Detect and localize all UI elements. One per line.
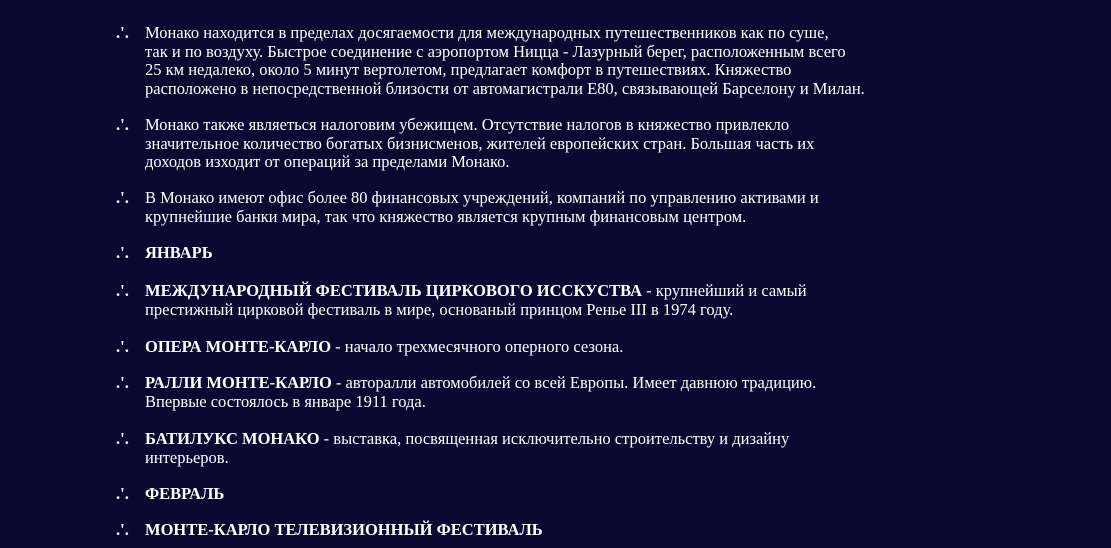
text-line: интерьеров. — [145, 447, 229, 467]
bullet: .'. — [116, 281, 129, 300]
bullet: .'. — [116, 23, 129, 42]
text-line: крупнейшие банки мира, так что княжество является крупным финансовым центром. — [145, 206, 747, 226]
list-item-text — [145, 24, 1005, 98]
event-title: МОНТЕ-КАРЛО ТЕЛЕВИЗИОННЫЙ ФЕСТИВАЛЬ — [145, 520, 543, 539]
list-item-text — [145, 521, 1005, 540]
event-title: РАЛЛИ МОНТЕ-КАРЛО — [145, 373, 332, 392]
list-item-text — [145, 282, 1005, 319]
list-item-text — [145, 485, 1005, 504]
bullet: .'. — [116, 484, 129, 503]
list-item-text — [145, 338, 1005, 357]
text-line: Впервые состоялось в январе 1911 года. — [145, 391, 426, 411]
event-description: - авторалли автомобилей со всей Европы. Имеет давнюю традицию. — [331, 373, 817, 392]
text-line: 25 км недалеко, около 5 минут вертолетом, предлагает комфорт в путешествиях. Княжество — [145, 60, 792, 79]
text-line: расположено в непосредственной близости от автомагистрали E80, связывающей Барселону и Милан. — [145, 78, 865, 98]
event-description: - начало трехмесячного оперного сезона. — [331, 337, 624, 356]
event-title: МЕЖДУНАРОДНЫЙ ФЕСТИВАЛЬ ЦИРКОВОГО ИССКУСТВА — [145, 281, 643, 300]
event-title: БАТИЛУКС МОНАКО — [145, 429, 320, 448]
month-heading: ФЕВРАЛЬ — [145, 484, 225, 503]
event-description: - крупнейший и самый — [642, 281, 807, 300]
bullet: .'. — [116, 115, 129, 134]
bullet: .'. — [116, 243, 129, 262]
text-line: престижный цирковой фестиваль в мире, основаный принцом Ренье III в 1974 году. — [145, 299, 734, 319]
bullet: .'. — [116, 520, 129, 539]
list-item-text — [145, 189, 1005, 226]
bullet: .'. — [116, 337, 129, 356]
text-line: так и по воздуху. Быстрое соединение с аэропортом Ницца - Лазурный берег, расположенным всего — [145, 41, 846, 61]
text-line: значительное количество богатых бизнисменов, жителей европейских стран. Большая часть их — [145, 133, 815, 153]
bullet: .'. — [116, 188, 129, 207]
bullet: .'. — [116, 373, 129, 392]
bullet: .'. — [116, 429, 129, 448]
month-heading: ЯНВАРЬ — [145, 243, 213, 262]
text-line: В Монако имеют офис более 80 финансовых учреждений, компаний по управлению активами и — [145, 188, 819, 207]
list-item-text — [145, 430, 1005, 467]
text-line: Монако также являеться налоговим убежищем. Отсутствие налогов в княжество привлекло — [145, 115, 790, 134]
list-item-text — [145, 116, 1005, 172]
event-title: ОПЕРА МОНТЕ-КАРЛО — [145, 337, 332, 356]
list-item-text — [145, 374, 1005, 411]
event-description: - выставка, посвященная исключительно строительству и дизайну — [319, 429, 790, 448]
text-line: Монако находится в пределах досягаемости для международных путешественников как по суше, — [145, 23, 829, 42]
text-line: доходов изходит от операций за пределами Монако. — [145, 152, 510, 171]
list-item-text — [145, 244, 1005, 263]
